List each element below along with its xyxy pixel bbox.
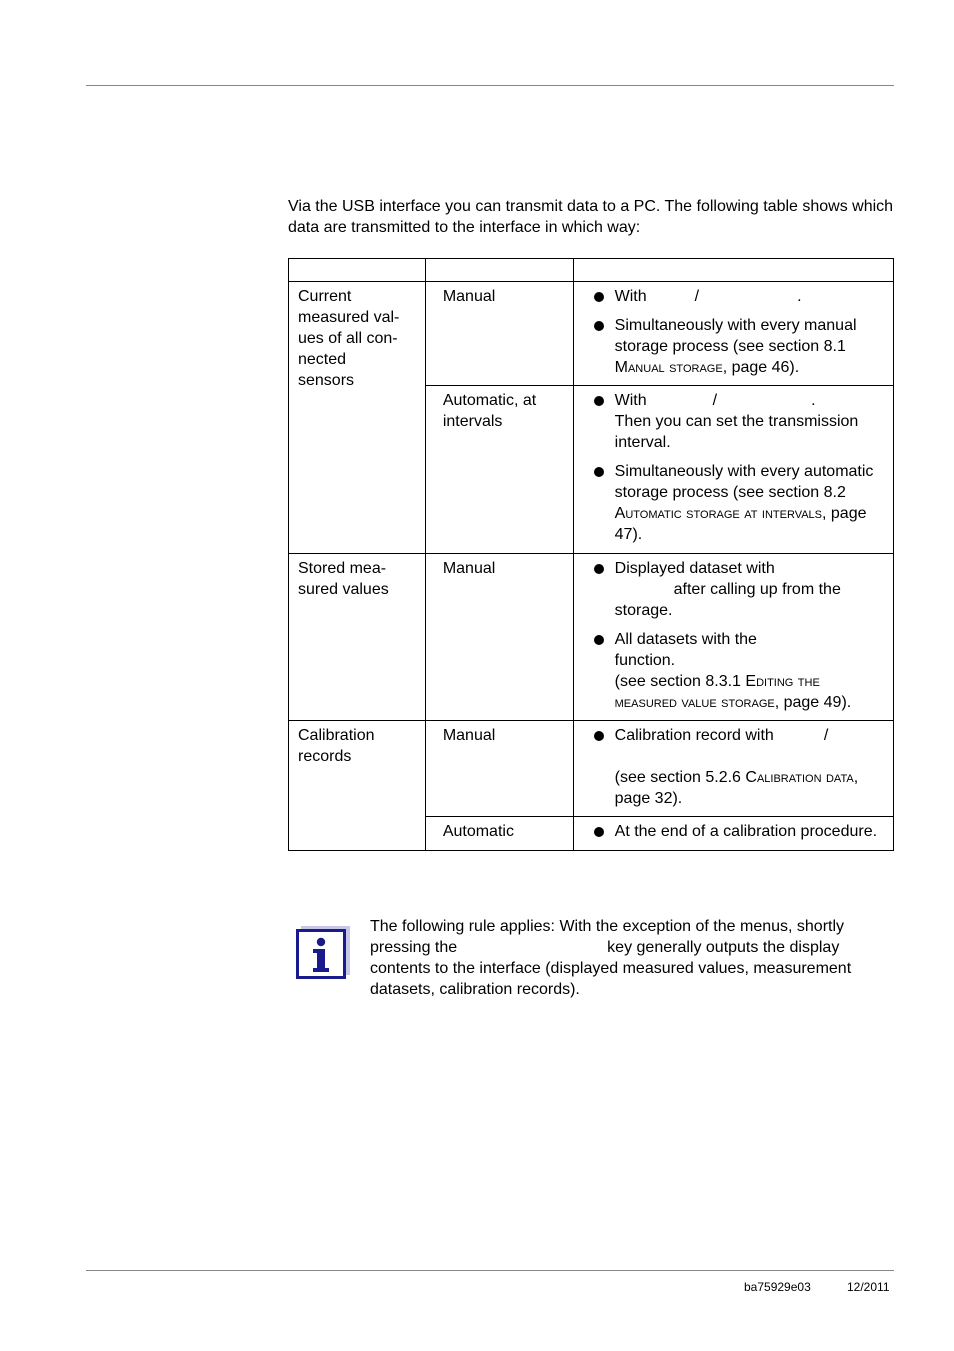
footer-doc-id: ba75929e03 — [744, 1280, 811, 1294]
info-note: The following rule applies: With the exception of the menus, shortly pressing the key generally outputs the display contents to the interface (displayed measured values, measurement datasets, calibration records). — [370, 918, 852, 998]
mode-cell: Manual — [425, 282, 573, 386]
list-item: With / . Then you can set the transmission interval. — [615, 390, 885, 453]
operation-cell — [573, 554, 893, 721]
intro-text: Via the USB interface you can transmit data to a PC. The following table shows which data are transmitted to the interface in which way: — [288, 198, 894, 236]
mode-cell: Automatic — [425, 817, 573, 851]
header-rule — [86, 85, 894, 86]
operation-cell — [573, 386, 893, 554]
header-cell-control — [425, 259, 573, 282]
footer-rule — [86, 1270, 894, 1271]
transmission-table — [288, 258, 894, 851]
data-cell: Current measured val- ues of all con- nected sensors — [289, 282, 426, 554]
operation-cell — [573, 817, 893, 851]
table-row — [289, 721, 894, 817]
operation-cell — [573, 282, 893, 386]
header-cell-operation — [573, 259, 893, 282]
header-cell-data — [289, 259, 426, 282]
list-item: Simultaneously with every automatic storage process (see section 8.2 Automatic storage at intervals, page 47). — [615, 461, 885, 545]
list-item: At the end of a calibration procedure. — [615, 821, 885, 842]
list-item: With / . — [615, 286, 885, 307]
info-icon — [296, 926, 350, 980]
mode-cell: Manual — [425, 721, 573, 817]
data-cell: Stored mea- sured values — [289, 554, 426, 721]
table-row — [289, 282, 894, 386]
footer-date: 12/2011 — [847, 1280, 890, 1294]
mode-cell: Automatic, at intervals — [425, 386, 573, 554]
list-item: Simultaneously with every manual storage process (see section 8.1 Manual storage, page 46). — [615, 315, 885, 378]
table-header-row — [289, 259, 894, 282]
operation-cell — [573, 721, 893, 817]
table-row — [289, 554, 894, 721]
list-item: All datasets with the function. (see section 8.3.1 Editing the measured value storage, page 49). — [615, 629, 885, 713]
data-cell: Calibration records — [289, 721, 426, 851]
list-item: Displayed dataset with after calling up from the storage. — [615, 558, 885, 621]
mode-cell: Manual — [425, 554, 573, 721]
list-item: Calibration record with / (see section 5.2.6 Calibration data, page 32). — [615, 725, 885, 809]
